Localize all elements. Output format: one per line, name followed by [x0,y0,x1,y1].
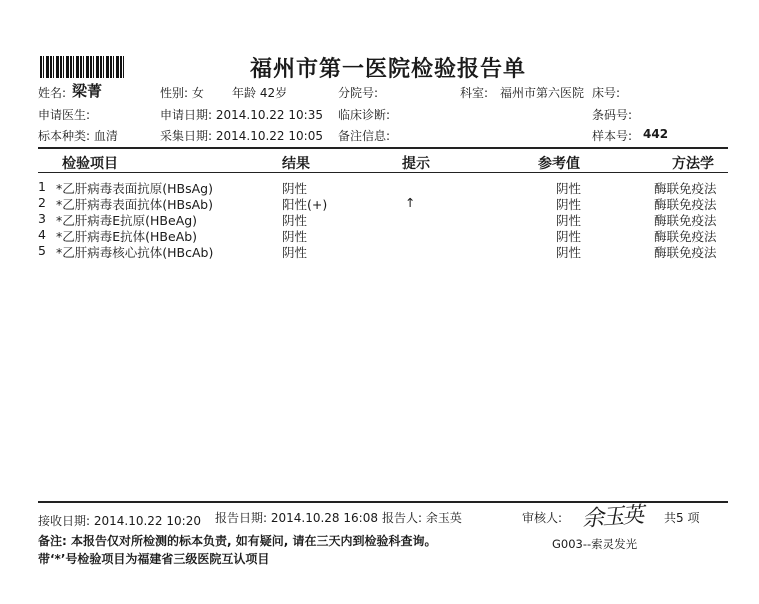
barcode-label: 条码号: [592,108,633,122]
doctor: 申请医生: [38,108,91,122]
row-result: 阳性(+) [282,197,328,212]
patient-name: 梁菁 [72,82,103,100]
branch: 分院号: [338,86,379,100]
header-top-rule [38,147,728,149]
row-no: 1 [38,179,46,194]
col-item: 检验项目 [62,156,118,172]
row-no: 3 [38,211,46,226]
barcode [40,56,126,78]
row-ref: 阴性 [556,181,582,196]
row-method: 酶联免疫法 [654,181,717,196]
dept: 福州市第六医院 [500,86,585,100]
row-result: 阴性 [282,181,308,196]
row-method: 酶联免疫法 [654,229,717,244]
note-line-2: 带‘*’号检验项目为福建省三级医院互认项目 [38,552,270,566]
row-ref: 阴性 [556,229,582,244]
row-no: 4 [38,227,46,242]
report-date: 报告日期: 2014.10.28 16:08 [215,511,378,525]
row-ref: 阴性 [556,197,582,212]
row-result: 阴性 [282,213,308,228]
row-item: *乙肝病毒E抗体(HBeAb) [56,229,198,244]
receive-date: 接收日期: 2014.10.22 10:20 [38,514,201,528]
row-result: 阴性 [282,245,308,260]
device-code: G003--索灵发光 [552,537,638,551]
row-item: *乙肝病毒核心抗体(HBcAb) [56,245,214,260]
row-ref: 阴性 [556,245,582,260]
row-ref: 阴性 [556,213,582,228]
col-method: 方法学 [672,156,714,172]
report-title: 福州市第一医院检验报告单 [250,57,527,82]
item-total: 共5 项 [664,511,700,525]
apply-date: 申请日期: 2014.10.22 10:35 [160,108,323,122]
age: 年龄 42岁 [232,86,288,100]
row-method: 酶联免疫法 [654,245,717,260]
note-line-1: 备注: 本报告仅对所检测的标本负责, 如有疑问, 请在三天内到检验科查询。 [38,534,437,548]
specimen: 标本种类: 血清 [38,129,118,143]
reviewer-signature: 余玉英 [581,502,643,533]
col-hint: 提示 [402,156,430,172]
row-no: 5 [38,243,46,258]
name-label: 姓名: [38,86,67,100]
diagnosis: 临床诊断: [338,108,391,122]
collect-date: 采集日期: 2014.10.22 10:05 [160,129,323,143]
up-arrow-icon: ↑ [405,195,416,210]
col-ref: 参考值 [538,156,580,172]
gender: 性别: 女 [160,86,204,100]
row-method: 酶联免疫法 [654,197,717,212]
dept-label: 科室: [460,86,489,100]
reviewer-label: 审核人: [522,511,563,525]
row-method: 酶联免疫法 [654,213,717,228]
remarks: 备注信息: [338,129,391,143]
sample-no: 442 [643,127,669,141]
row-item: *乙肝病毒表面抗体(HBsAb) [56,197,213,212]
row-no: 2 [38,195,46,210]
col-result: 结果 [282,156,310,172]
bed: 床号: [592,86,621,100]
row-item: *乙肝病毒E抗原(HBeAg) [56,213,198,228]
header-bottom-rule [38,172,728,173]
row-item: *乙肝病毒表面抗原(HBsAg) [56,181,213,196]
reporter: 报告人: 余玉英 [382,511,462,525]
sample-label: 样本号: [592,129,633,143]
row-result: 阴性 [282,229,308,244]
